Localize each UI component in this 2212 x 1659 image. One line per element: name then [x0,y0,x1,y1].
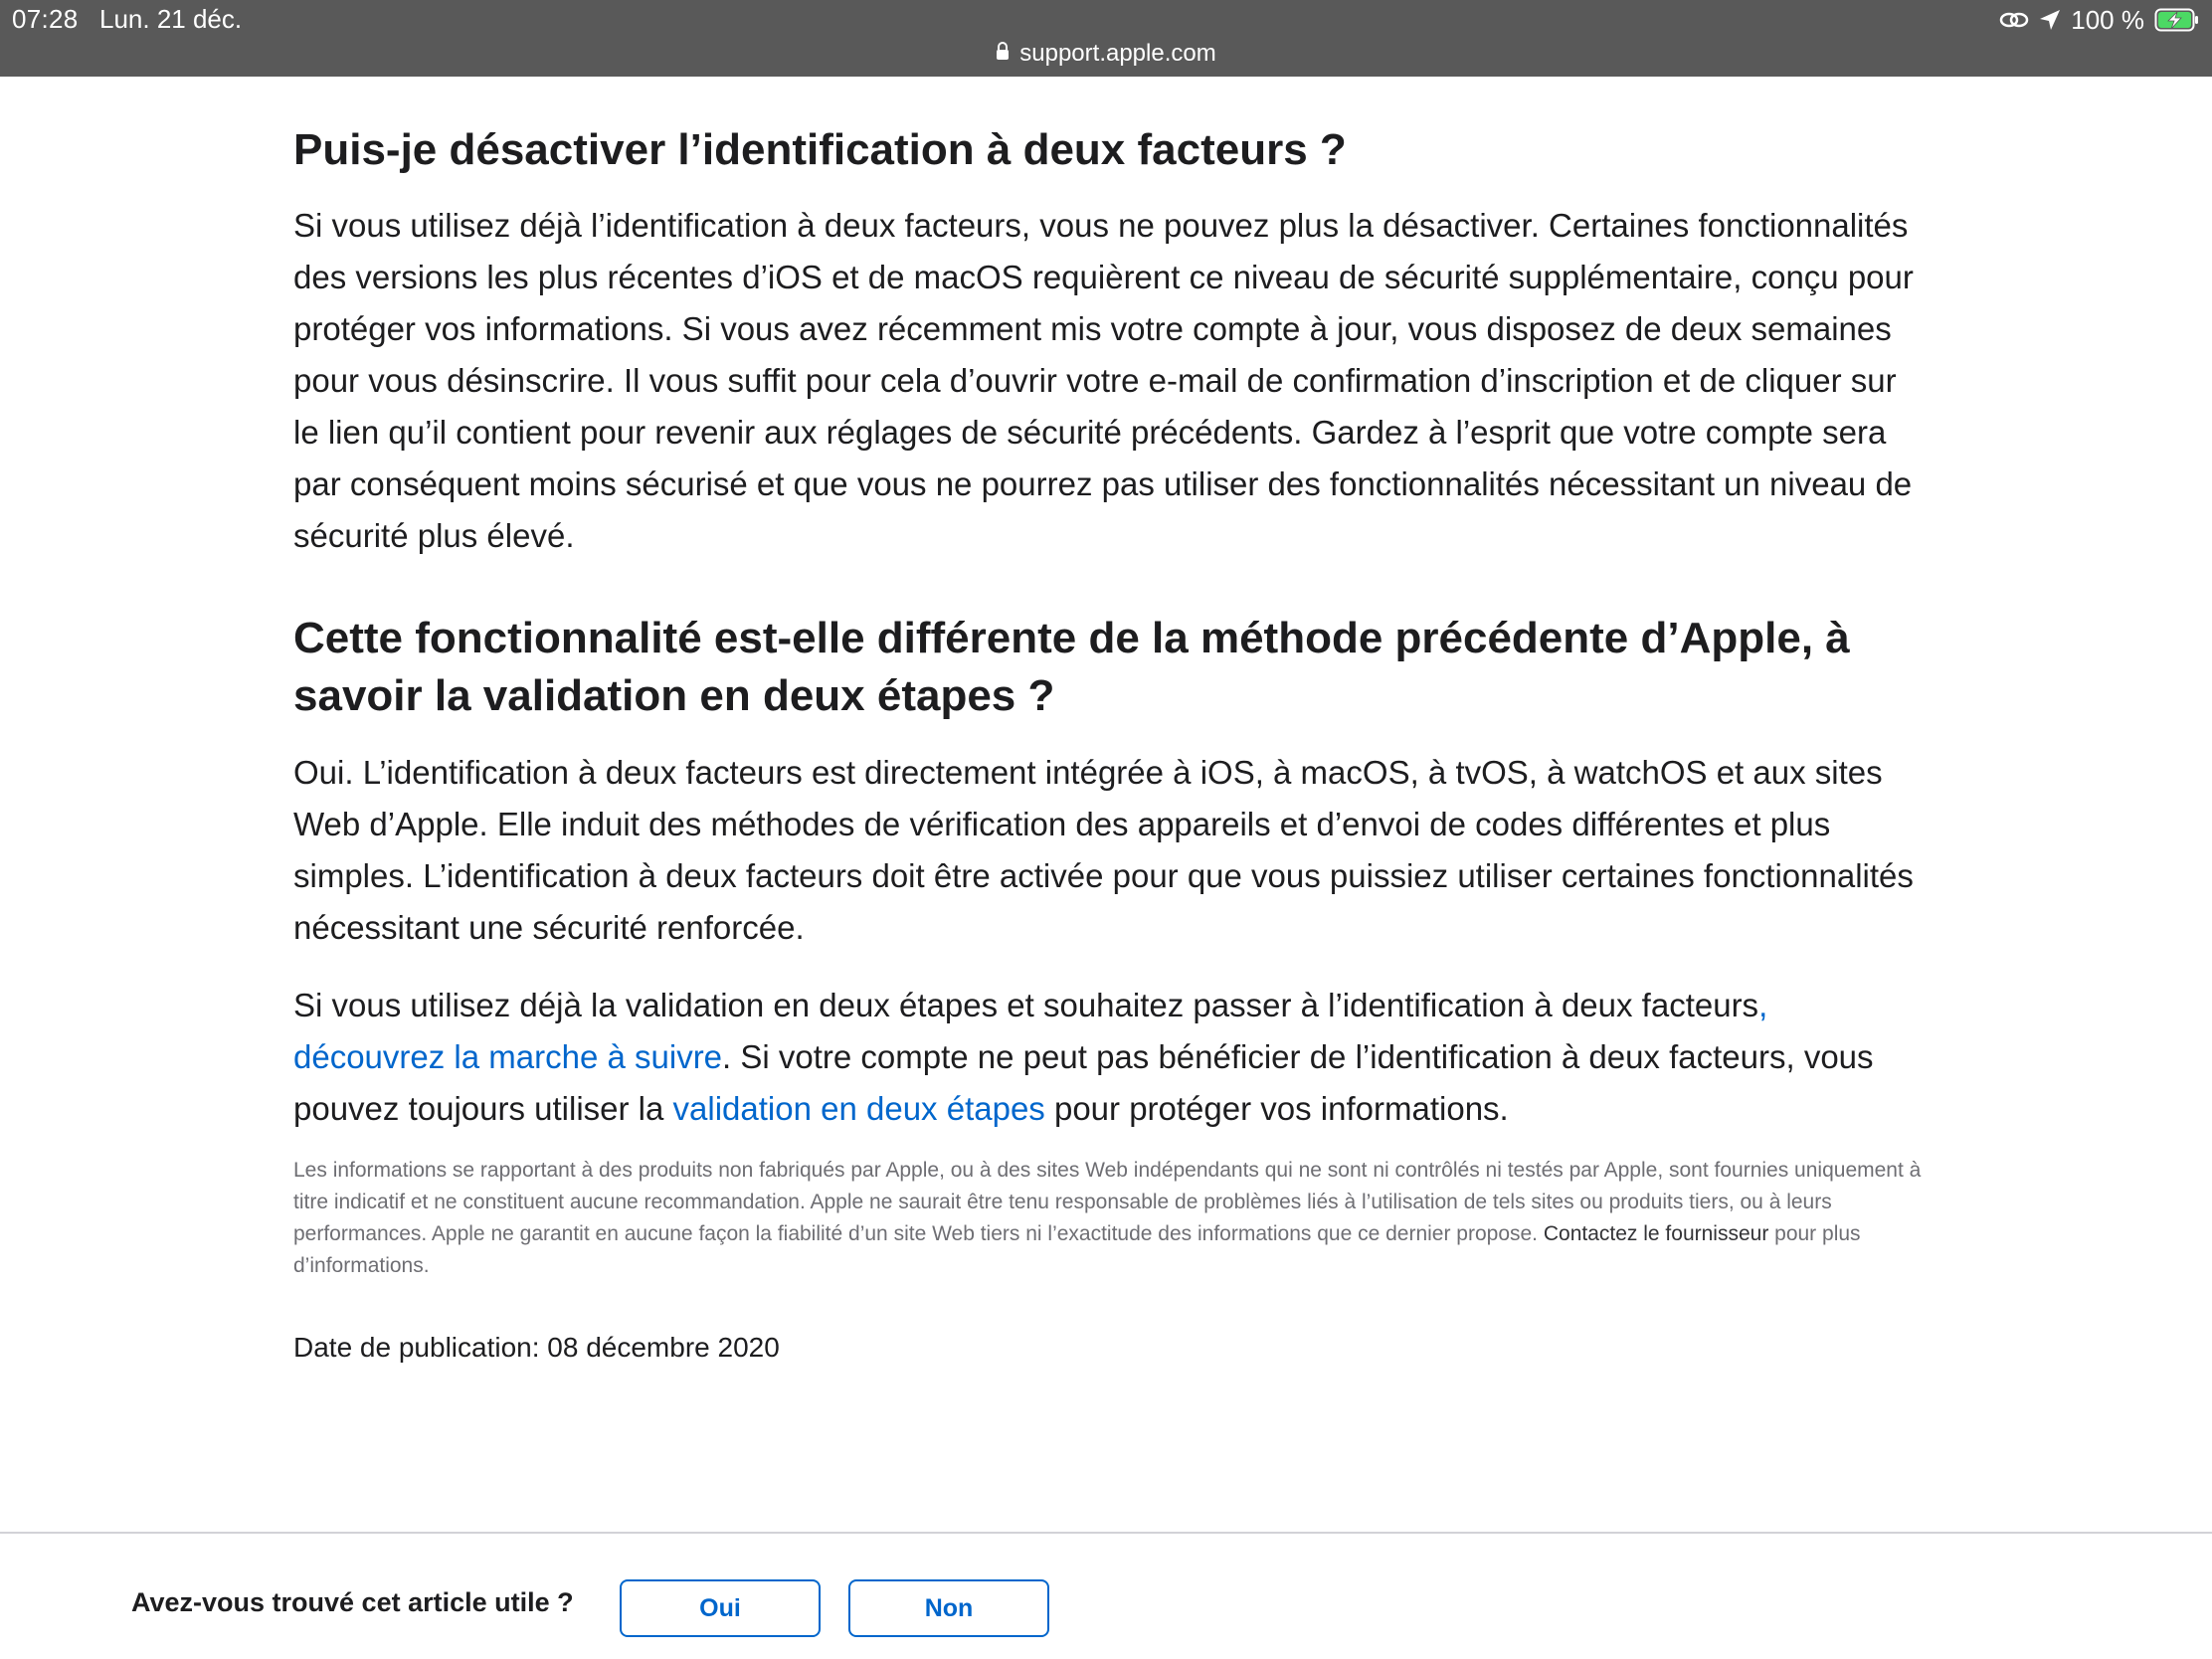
url-text: support.apple.com [1019,40,1216,67]
article-content [293,77,1925,1364]
status-bar [0,0,2212,77]
third-party-disclaimer [293,1155,1925,1282]
migration-text-2: . Si votre compte ne peut pas bénéficier de l’identification à deux facteurs, vous pouvez toujours utiliser la [293,1038,1874,1127]
link-icon [1999,9,2029,31]
status-indicators [1999,4,2200,36]
two-step-verification-link[interactable]: validation en deux étapes [672,1090,1045,1127]
migration-text-1: Si vous utilisez déjà la validation en deux étapes et souhaitez passer à l’identification à deux facteurs [293,987,1759,1023]
disclaimer-text: Les informations se rapportant à des produits non fabriqués par Apple, ou à des sites Web indépendants qui ne sont ni contrôlés ni testés par Apple, sont fournies uniquement à titre indicatif et ne constituent aucune recommandation. Apple ne saurait être tenu responsable de problèmes liés à l’utilisation de tels sites ou produits tiers, ou à leurs performances. Apple ne garantit en aucune façon la fiabilité d’un site Web tiers ni l’exactitude des informations que ce dernier propose. [293,1159,1922,1245]
location-arrow-icon [2039,9,2061,31]
address-bar[interactable] [0,36,2212,72]
contact-vendor-link[interactable]: Contactez le fournisseur [1543,1222,1769,1245]
migration-text-3: pour protéger vos informations. [1044,1090,1509,1127]
feedback-yes-button[interactable]: Oui [620,1579,821,1637]
status-date: Lun. 21 déc. [99,4,243,34]
lock-icon [996,40,1010,68]
battery-charging-icon [2154,8,2200,32]
publication-date: Date de publication: 08 décembre 2020 [293,1332,780,1363]
section-paragraph-difference: Oui. L’identification à deux facteurs est directement intégrée à iOS, à macOS, à tvOS, à watchOS et aux sites Web d’Apple. Elle induit des méthodes de vérification des appareils et d’envoi de codes différentes et plus simples. L’identification à deux facteurs doit être activée pour que vous puissiez utiliser certaines fonctionnalités nécessitant une sécurité renforcée. [293,754,1914,946]
feedback-no-button[interactable]: Non [848,1579,1049,1637]
migration-steps-link[interactable]: , découvrez la marche à suivre [293,987,1768,1075]
section-paragraph-disable: Si vous utilisez déjà l’identification à deux facteurs, vous ne pouvez plus la désactiver. Certaines fonctionnalités des versions les plus récentes d’iOS et de macOS requièrent ce niveau de sécurité supplémentaire, conçu pour protéger vos informations. Si vous avez récemment mis votre compte à jour, vous disposez de deux semaines pour vous désinscrire. Il vous suffit pour cela d’ouvrir votre e-mail de confirmation d’inscription et de cliquer sur le lien qu’il contient pour revenir aux réglages de sécurité précédents. Gardez à l’esprit que votre compte sera par conséquent moins sécurisé et que vous ne pourrez pas utiliser des fonctionnalités nécessitant un niveau de sécurité plus élevé. [293,207,1914,554]
section-heading-disable: Puis-je désactiver l’identification à deux facteurs ? [293,125,1347,174]
battery-percent: 100 % [2071,4,2144,35]
section-paragraph-migration [293,980,1925,1135]
status-time: 07:28 [12,4,79,34]
feedback-question: Avez-vous trouvé cet article utile ? [131,1587,574,1617]
disclaimer-text-end: pour plus d’informations. [293,1222,1861,1277]
feedback-bar [0,1534,2212,1659]
section-heading-difference: Cette fonctionnalité est-elle différente de la méthode précédente d’Apple, à savoir la validation en deux étapes ? [293,614,1850,720]
